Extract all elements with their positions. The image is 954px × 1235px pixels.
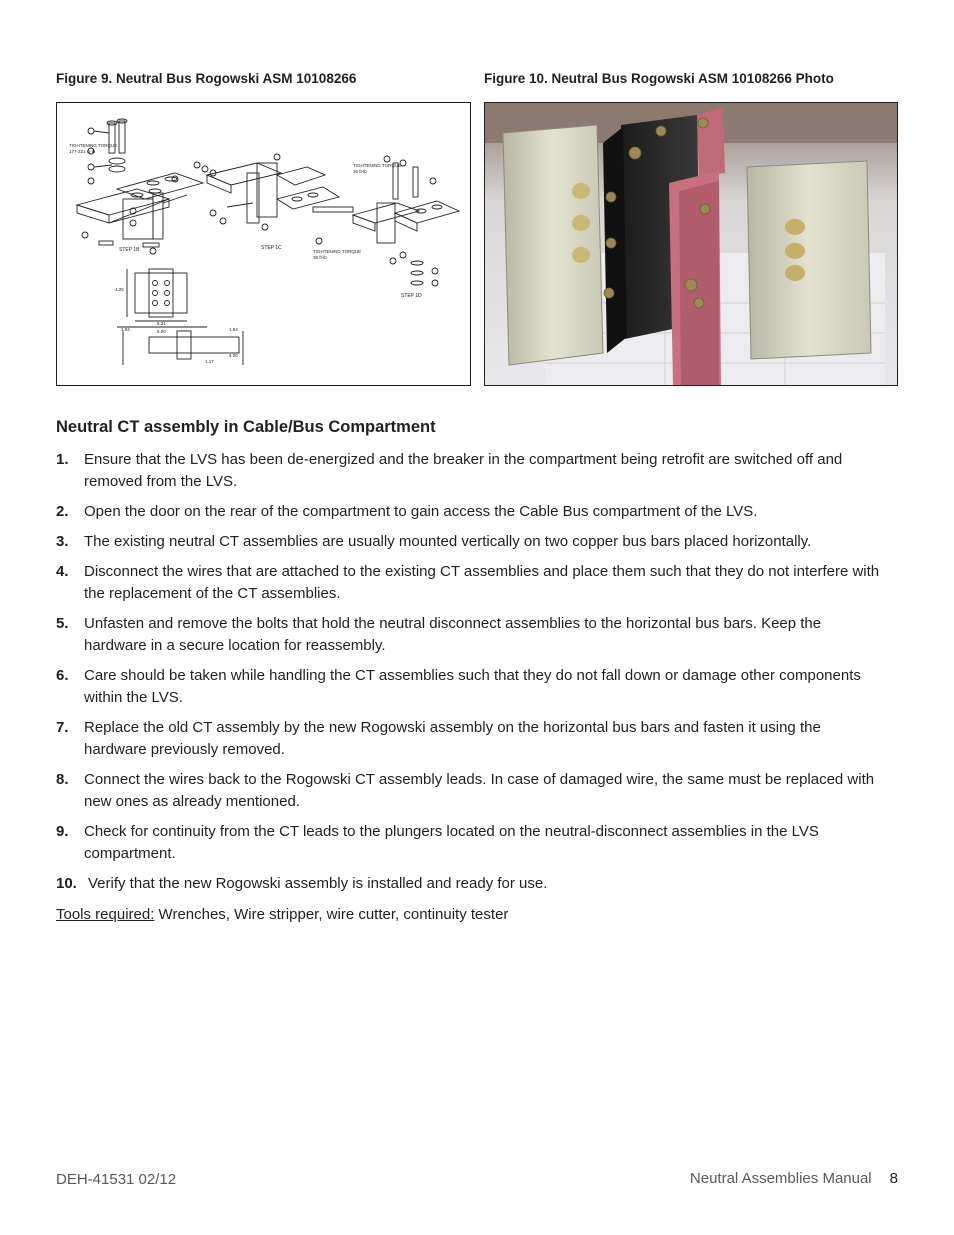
svg-text:4.00: 4.00 [229, 353, 238, 358]
list-item [56, 873, 886, 895]
svg-text:5.31: 5.31 [157, 321, 166, 326]
tools-required-line [56, 904, 508, 926]
svg-text:8.00: 8.00 [157, 329, 166, 334]
step-number: 5. [56, 615, 69, 632]
svg-text:STEP 1C: STEP 1C [261, 245, 282, 251]
figure-9-caption: Figure 9. Neutral Bus Rogowski ASM 10108266 [56, 71, 357, 86]
step-number: 1. [56, 451, 69, 468]
svg-text:1.84: 1.84 [121, 327, 130, 332]
svg-text:1.84: 1.84 [229, 327, 238, 332]
svg-text:TIGHTENING TORQUE: TIGHTENING TORQUE [69, 143, 118, 148]
tools-text: Wrenches, Wire stripper, wire cutter, continuity tester [154, 906, 509, 923]
svg-text:35 ft-lb: 35 ft-lb [353, 169, 367, 174]
list-item [56, 821, 886, 865]
figure-10-caption: Figure 10. Neutral Bus Rogowski ASM 10108266 Photo [484, 71, 834, 86]
svg-text:STEP 1D: STEP 1D [401, 293, 422, 299]
tools-label: Tools required: [56, 906, 155, 923]
svg-text:STEP 1B: STEP 1B [119, 247, 140, 253]
svg-text:35 ft-lb: 35 ft-lb [313, 255, 327, 260]
step-number: 10. [56, 875, 77, 892]
step-text: Ensure that the LVS has been de-energized and the breaker in the compartment being retrofit are switched off and removed from the LVS. [84, 451, 843, 490]
list-item [56, 717, 886, 761]
list-item [56, 561, 886, 605]
manual-title: Neutral Assemblies Manual [689, 1170, 872, 1187]
step-number: 9. [56, 823, 69, 840]
section-heading: Neutral CT assembly in Cable/Bus Compartment [56, 418, 436, 436]
step-text: Check for continuity from the CT leads to the plungers located on the neutral-disconnect assemblies in the LVS compartment. [84, 823, 819, 862]
list-item [56, 665, 886, 709]
step-text: Verify that the new Rogowski assembly is installed and ready for use. [88, 875, 548, 892]
figure-9-drawing [56, 102, 471, 386]
step-text: Open the door on the rear of the compartment to gain access the Cable Bus compartment of the LVS. [84, 503, 758, 520]
step-text: Replace the old CT assembly by the new Rogowski assembly on the horizontal bus bars and fasten it using the hardware previously removed. [84, 719, 821, 758]
step-number: 7. [56, 719, 69, 736]
page-number: 8 [889, 1170, 898, 1187]
step-number: 6. [56, 667, 69, 684]
step-number: 8. [56, 771, 69, 788]
document-id: DEH-41531 02/12 [56, 1171, 177, 1188]
step-text: Connect the wires back to the Rogowski CT assembly leads. In case of damaged wire, the same must be replaced with new ones as already mentioned. [84, 771, 875, 810]
list-item [56, 769, 886, 813]
step-text: Care should be taken while handling the CT assemblies such that they do not fall down or damage other components within the LVS. [84, 667, 861, 706]
exploded-assembly-drawing [57, 103, 470, 385]
list-item [56, 613, 886, 657]
svg-text:4.25: 4.25 [115, 287, 124, 292]
svg-text:1.17: 1.17 [205, 359, 214, 364]
step-text: Disconnect the wires that are attached to the existing CT assemblies and place them such that they do not interfere with the replacement of the CT assemblies. [84, 563, 880, 602]
step-number: 4. [56, 563, 69, 580]
figure-10-photo [484, 102, 898, 386]
svg-text:177-221 in-lb: 177-221 in-lb [69, 149, 96, 154]
procedure-steps-list [56, 449, 886, 903]
footer-right [690, 1170, 898, 1187]
rogowski-assembly-photo [485, 103, 897, 385]
list-item [56, 449, 886, 493]
step-number: 3. [56, 533, 69, 550]
list-item [56, 501, 886, 523]
step-text: Unfasten and remove the bolts that hold the neutral disconnect assemblies to the horizontal bus bars. Keep the hardware in a secure location for reassembly. [84, 615, 822, 654]
svg-text:TIGHTENING TORQUE: TIGHTENING TORQUE [313, 249, 362, 254]
step-number: 2. [56, 503, 69, 520]
list-item [56, 531, 886, 553]
svg-text:TIGHTENING TORQUE: TIGHTENING TORQUE [353, 163, 402, 168]
step-text: The existing neutral CT assemblies are usually mounted vertically on two copper bus bars placed horizontally. [84, 533, 812, 550]
